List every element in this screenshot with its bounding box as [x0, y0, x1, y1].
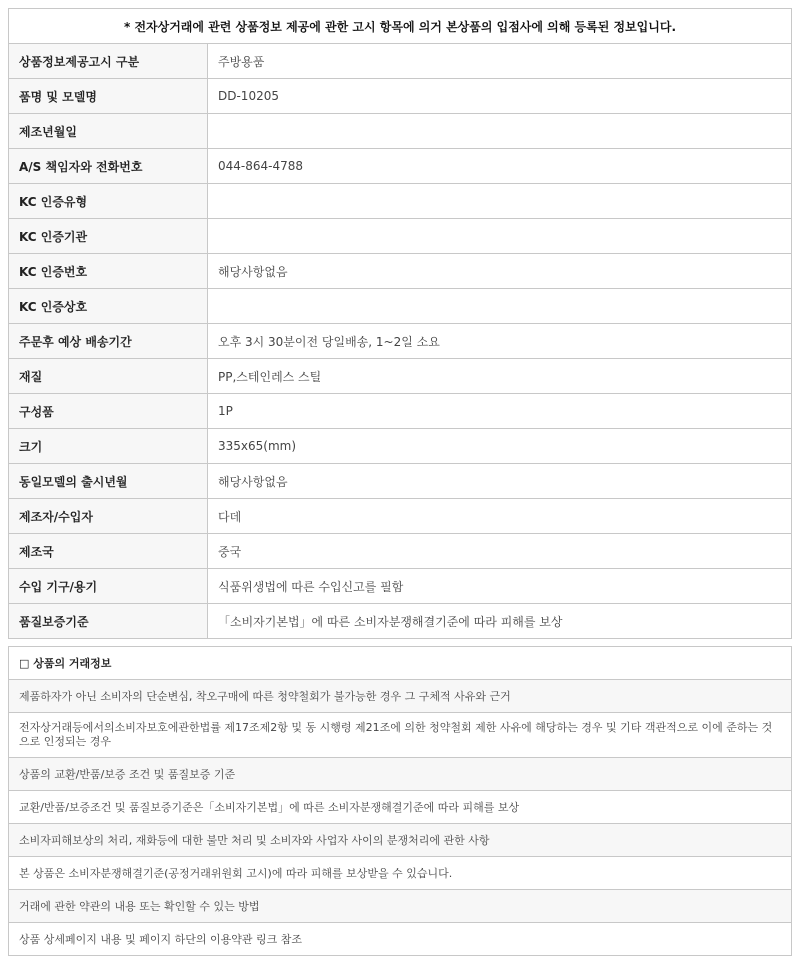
trade-answer: 전자상거래등에서의소비자보호에관한법률 제17조제2항 및 동 시행령 제21조에 의한 청약철회 제한 사유에 해당하는 경우 및 기타 객관적으로 이에 준하는 것으로 인정되는 경우 — [9, 713, 792, 758]
info-label: 품질보증기준 — [9, 604, 208, 639]
info-row — [9, 114, 792, 149]
info-value: 식품위생법에 따른 수입신고를 필함 — [208, 569, 792, 604]
info-label: 상품정보제공고시 구분 — [9, 44, 208, 79]
trade-question: 소비자피해보상의 처리, 재화등에 대한 불만 처리 및 소비자와 사업자 사이의 분쟁처리에 관한 사항 — [9, 824, 792, 857]
info-label: 동일모델의 출시년월 — [9, 464, 208, 499]
info-value: DD-10205 — [208, 79, 792, 114]
info-value — [208, 184, 792, 219]
trade-question: 상품의 교환/반품/보증 조건 및 품질보증 기준 — [9, 758, 792, 791]
info-row — [9, 289, 792, 324]
info-row — [9, 79, 792, 114]
trade-answer: 교환/반품/보증조건 및 품질보증기준은「소비자기본법」에 따른 소비자분쟁해결기준에 따라 피해를 보상 — [9, 791, 792, 824]
notice-header: * 전자상거래에 관련 상품정보 제공에 관한 고시 항목에 의거 본상품의 입점사에 의해 등록된 정보입니다. — [9, 9, 792, 44]
info-row — [9, 219, 792, 254]
info-value: PP,스테인레스 스틸 — [208, 359, 792, 394]
info-value: 044-864-4788 — [208, 149, 792, 184]
info-label: A/S 책임자와 전화번호 — [9, 149, 208, 184]
info-label: 제조국 — [9, 534, 208, 569]
info-row — [9, 569, 792, 604]
info-label: KC 인증기관 — [9, 219, 208, 254]
info-row — [9, 44, 792, 79]
info-label: KC 인증번호 — [9, 254, 208, 289]
trade-info-title: □ 상품의 거래정보 — [9, 647, 792, 680]
info-label: 제조년월일 — [9, 114, 208, 149]
info-label: 제조자/수입자 — [9, 499, 208, 534]
info-label: 재질 — [9, 359, 208, 394]
info-value: 해당사항없음 — [208, 464, 792, 499]
info-label: 주문후 예상 배송기간 — [9, 324, 208, 359]
trade-question: 제품하자가 아닌 소비자의 단순변심, 착오구매에 따른 청약철회가 불가능한 경우 그 구체적 사유와 근거 — [9, 680, 792, 713]
info-value: 「소비자기본법」에 따른 소비자분쟁해결기준에 따라 피해를 보상 — [208, 604, 792, 639]
info-value — [208, 219, 792, 254]
info-label: 크기 — [9, 429, 208, 464]
info-row — [9, 499, 792, 534]
info-row — [9, 359, 792, 394]
info-value: 중국 — [208, 534, 792, 569]
info-row — [9, 534, 792, 569]
info-value: 주방용품 — [208, 44, 792, 79]
trade-answer: 본 상품은 소비자분쟁해결기준(공정거래위원회 고시)에 따라 피해를 보상받을 수 있습니다. — [9, 857, 792, 890]
info-label: 품명 및 모델명 — [9, 79, 208, 114]
info-row — [9, 394, 792, 429]
info-row — [9, 324, 792, 359]
info-row — [9, 604, 792, 639]
product-notice-table — [8, 8, 792, 639]
info-value: 다데 — [208, 499, 792, 534]
info-value — [208, 114, 792, 149]
trade-question: 거래에 관한 약관의 내용 또는 확인할 수 있는 방법 — [9, 890, 792, 923]
info-row — [9, 429, 792, 464]
info-label: KC 인증상호 — [9, 289, 208, 324]
info-value: 1P — [208, 394, 792, 429]
info-label: 구성품 — [9, 394, 208, 429]
info-row — [9, 464, 792, 499]
info-value — [208, 289, 792, 324]
trade-info-table — [8, 646, 792, 956]
info-value: 335x65(mm) — [208, 429, 792, 464]
info-row — [9, 149, 792, 184]
info-label: 수입 기구/용기 — [9, 569, 208, 604]
info-row — [9, 184, 792, 219]
info-row — [9, 254, 792, 289]
info-value: 오후 3시 30분이전 당일배송, 1~2일 소요 — [208, 324, 792, 359]
info-value: 해당사항없음 — [208, 254, 792, 289]
info-label: KC 인증유형 — [9, 184, 208, 219]
trade-answer: 상품 상세페이지 내용 및 페이지 하단의 이용약관 링크 참조 — [9, 923, 792, 956]
